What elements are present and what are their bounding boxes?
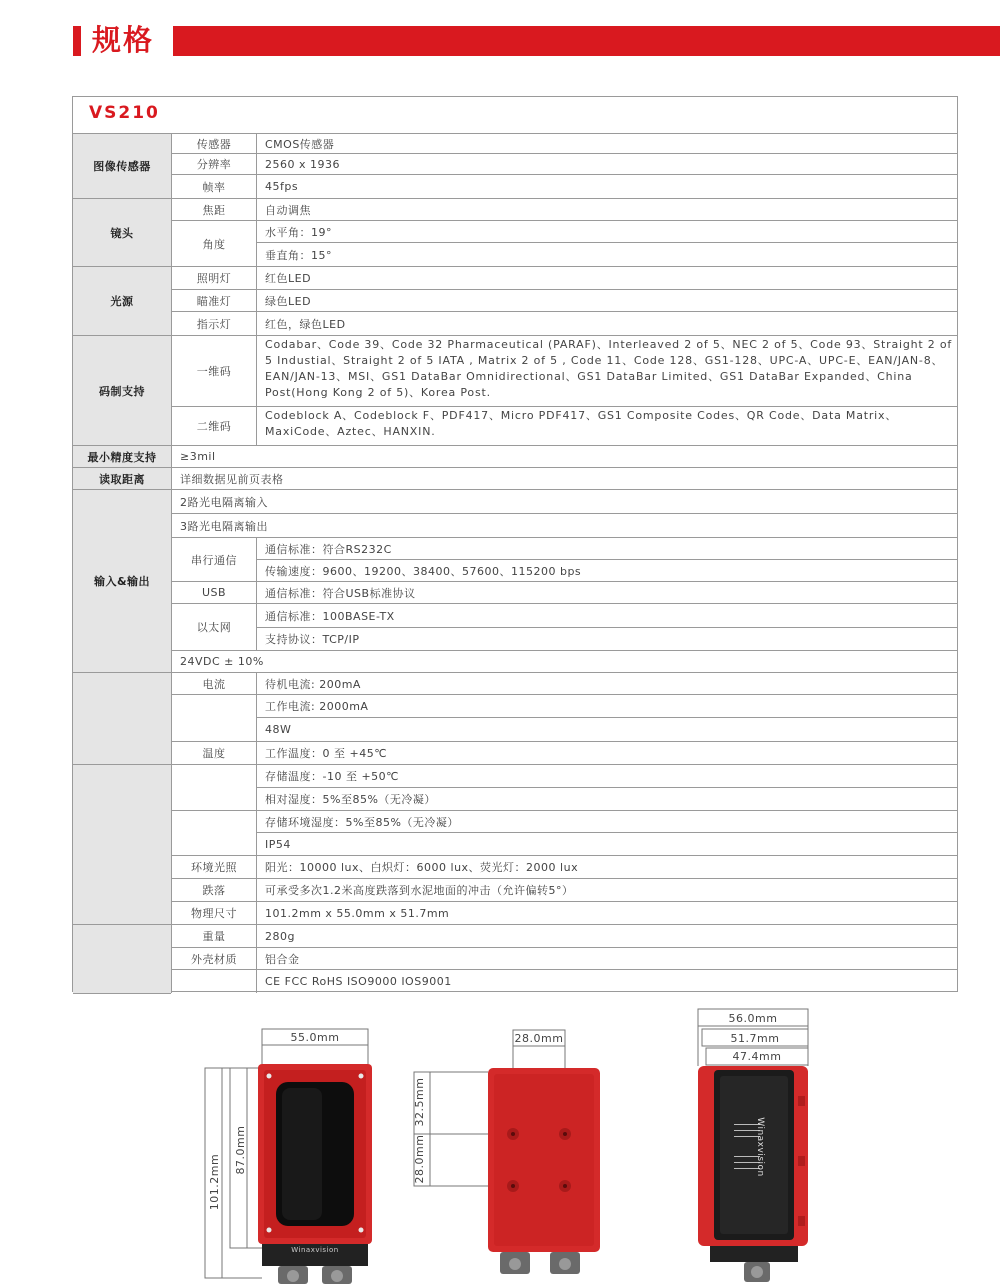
spec-value: 45fps bbox=[256, 174, 957, 198]
spec-subcategory: USB bbox=[171, 581, 256, 603]
spec-value: Codeblock A、Codeblock F、PDF417、Micro PDF417、GS1 Composite Codes、QR Code、Data Matrix、MaxiCode、Aztec、HANXIN. bbox=[256, 406, 957, 445]
spec-value: 24VDC ± 10% bbox=[171, 650, 957, 672]
spec-subcategory: 外壳材质 bbox=[171, 947, 256, 969]
page-title: 规格 bbox=[92, 23, 155, 57]
model-name: VS210 bbox=[89, 103, 160, 123]
spec-category: 读取距离 bbox=[73, 467, 171, 489]
spec-value: 垂直角：15° bbox=[256, 242, 957, 266]
spec-value: 相对湿度：5%至85%（无冷凝） bbox=[256, 787, 957, 810]
spec-value: ≥3mil bbox=[171, 445, 957, 467]
spec-value: 101.2mm x 55.0mm x 51.7mm bbox=[256, 901, 957, 924]
spec-value: 工作电流: 2000mA bbox=[256, 694, 957, 717]
spec-value: 阳光：10000 lux、白炽灯：6000 lux、荧光灯：2000 lux bbox=[256, 855, 957, 878]
spec-subcategory: 跌落 bbox=[171, 878, 256, 901]
spec-category: 输入&输出 bbox=[73, 489, 171, 672]
spec-category bbox=[73, 764, 171, 924]
spec-value: 铝合金 bbox=[256, 947, 957, 969]
spec-value: 2560 x 1936 bbox=[256, 153, 957, 174]
spec-subcategory: 串行通信 bbox=[171, 537, 256, 581]
spec-subcategory: 瞄准灯 bbox=[171, 289, 256, 311]
spec-value: 红色LED bbox=[256, 266, 957, 289]
spec-value: 存储温度：-10 至 +50℃ bbox=[256, 764, 957, 787]
spec-subcategory bbox=[171, 694, 256, 741]
spec-value: CE FCC RoHS ISO9000 IOS9001 bbox=[256, 969, 957, 993]
spec-value: 280g bbox=[256, 924, 957, 947]
spec-value: CMOS传感器 bbox=[256, 133, 957, 153]
spec-subcategory: 以太网 bbox=[171, 603, 256, 650]
spec-value: 通信标准：符合RS232C bbox=[256, 537, 957, 559]
back-bottom-height-label: 28.0mm bbox=[413, 1134, 426, 1184]
spec-value: 自动调焦 bbox=[256, 198, 957, 220]
spec-value: 支持协议：TCP/IP bbox=[256, 627, 957, 650]
spec-subcategory bbox=[171, 764, 256, 810]
spec-value: IP54 bbox=[256, 832, 957, 855]
spec-value: 2路光电隔离输入 bbox=[171, 489, 957, 513]
spec-subcategory: 温度 bbox=[171, 741, 256, 764]
side-dim-2-label: 51.7mm bbox=[730, 1032, 780, 1045]
spec-category: 镜头 bbox=[73, 198, 171, 266]
spec-subcategory: 帧率 bbox=[171, 174, 256, 198]
header-accent-right bbox=[173, 26, 1000, 56]
spec-subcategory: 环境光照 bbox=[171, 855, 256, 878]
spec-value: 详细数据见前页表格 bbox=[171, 467, 957, 489]
spec-value: 传输速度：9600、19200、38400、57600、115200 bps bbox=[256, 559, 957, 581]
spec-subcategory: 指示灯 bbox=[171, 311, 256, 335]
spec-value: 存储环境湿度：5%至85%（无冷凝） bbox=[256, 810, 957, 832]
spec-value: 待机电流: 200mA bbox=[256, 672, 957, 694]
spec-subcategory: 焦距 bbox=[171, 198, 256, 220]
front-logo: Winaxvision bbox=[291, 1246, 339, 1254]
spec-value: 工作温度：0 至 +45℃ bbox=[256, 741, 957, 764]
spec-value: 绿色LED bbox=[256, 289, 957, 311]
back-device-body bbox=[488, 1068, 600, 1274]
spec-category: 图像传感器 bbox=[73, 133, 171, 198]
spec-subcategory: 传感器 bbox=[171, 133, 256, 153]
side-dim-3-label: 47.4mm bbox=[732, 1050, 782, 1063]
side-logo: Winaxvision bbox=[755, 1117, 765, 1177]
spec-subcategory: 照明灯 bbox=[171, 266, 256, 289]
spec-category bbox=[73, 924, 171, 993]
spec-category: 光源 bbox=[73, 266, 171, 335]
side-dim-1-label: 56.0mm bbox=[728, 1012, 778, 1025]
spec-value: 水平角：19° bbox=[256, 220, 957, 242]
spec-subcategory bbox=[171, 969, 256, 993]
spec-subcategory: 物理尺寸 bbox=[171, 901, 256, 924]
header-accent-left bbox=[73, 26, 81, 56]
spec-value: Codabar、Code 39、Code 32 Pharmaceutical (PARAF)、Interleaved 2 of 5、NEC 2 of 5、Code 93、Straight 2 of 5 Industial、Straight 2 of 5 IATA , Matrix 2 of 5 , Code 11、Code 128、GS1-128、UPC-A、UPC-E、EAN/JAN-8、EAN/JAN-13、MSI、GS1 DataBar Omnidirectional、GS1 DataBar Limited、GS1 DataBar Expanded、China Post(Hong Kong 2 of 5)、Korea Post. bbox=[256, 335, 957, 406]
back-view-drawing bbox=[410, 1024, 610, 1286]
spec-category: 最小精度支持 bbox=[73, 445, 171, 467]
spec-subcategory: 电流 bbox=[171, 672, 256, 694]
spec-subcategory: 一维码 bbox=[171, 335, 256, 406]
spec-subcategory: 角度 bbox=[171, 220, 256, 266]
spec-subcategory: 重量 bbox=[171, 924, 256, 947]
front-body-height-label: 87.0mm bbox=[234, 1125, 247, 1175]
front-total-height-label: 101.2mm bbox=[208, 1153, 221, 1211]
spec-value: 通信标准：符合USB标准协议 bbox=[256, 581, 957, 603]
spec-category: 码制支持 bbox=[73, 335, 171, 445]
back-top-height-label: 32.5mm bbox=[413, 1077, 426, 1127]
back-width-label: 28.0mm bbox=[514, 1032, 564, 1045]
spec-value: 通信标准：100BASE-TX bbox=[256, 603, 957, 627]
spec-subcategory bbox=[171, 810, 256, 855]
spec-value: 红色，绿色LED bbox=[256, 311, 957, 335]
spec-value: 3路光电隔离输出 bbox=[171, 513, 957, 537]
spec-category bbox=[73, 672, 171, 764]
spec-value: 可承受多次1.2米高度跌落到水泥地面的冲击（允许偏转5°） bbox=[256, 878, 957, 901]
spec-table bbox=[72, 96, 958, 992]
spec-value: 48W bbox=[256, 717, 957, 741]
front-width-label: 55.0mm bbox=[290, 1031, 340, 1044]
spec-subcategory: 分辨率 bbox=[171, 153, 256, 174]
spec-subcategory: 二维码 bbox=[171, 406, 256, 445]
spec-category bbox=[73, 993, 171, 994]
